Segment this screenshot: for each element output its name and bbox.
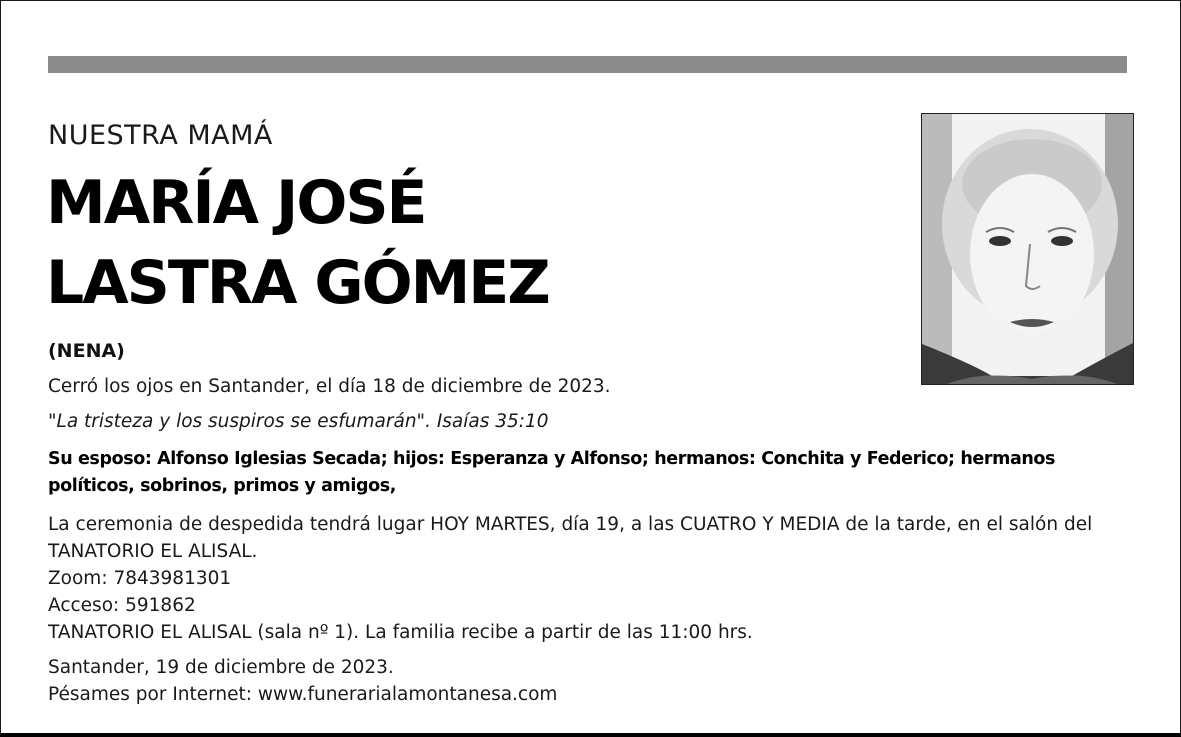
bible-quote: "La tristeza y los suspiros se esfumarán". Isaías 35:10 [48, 411, 549, 432]
death-statement: Cerró los ojos en Santander, el día 18 de diciembre de 2023. [48, 376, 611, 397]
footer [48, 654, 557, 708]
place-date: Santander, 19 de diciembre de 2023. [48, 657, 394, 678]
portrait-photo [921, 113, 1134, 385]
deceased-name-last: LASTRA GÓMEZ [46, 248, 549, 318]
intro-heading: NUESTRA MAMÁ [48, 120, 273, 151]
condolences-link[interactable]: Pésames por Internet: www.funerarialamontanesa.com [48, 684, 558, 705]
funeral-home-room: TANATORIO EL ALISAL (sala nº 1). La familia recibe a partir de las 11:00 hrs. [48, 622, 753, 643]
ceremony-details [48, 511, 1128, 646]
ceremony-text: La ceremonia de despedida tendrá lugar HOY MARTES, día 19, a las CUATRO Y MEDIA de la tarde, en el salón del TANATORIO EL ALISAL. [48, 514, 1093, 562]
zoom-access: Acceso: 591862 [48, 595, 196, 616]
family-list: Su esposo: Alfonso Iglesias Secada; hijos: Esperanza y Alfonso; hermanos: Conchita y Federico; hermanos políticos, sobrinos, primos y amigos, [48, 449, 1056, 496]
portrait-illustration [922, 114, 1134, 385]
deceased-name-first: MARÍA JOSÉ [46, 168, 426, 238]
header-bar [48, 56, 1127, 73]
nickname: (NENA) [48, 340, 125, 362]
zoom-id: Zoom: 7843981301 [48, 568, 232, 589]
